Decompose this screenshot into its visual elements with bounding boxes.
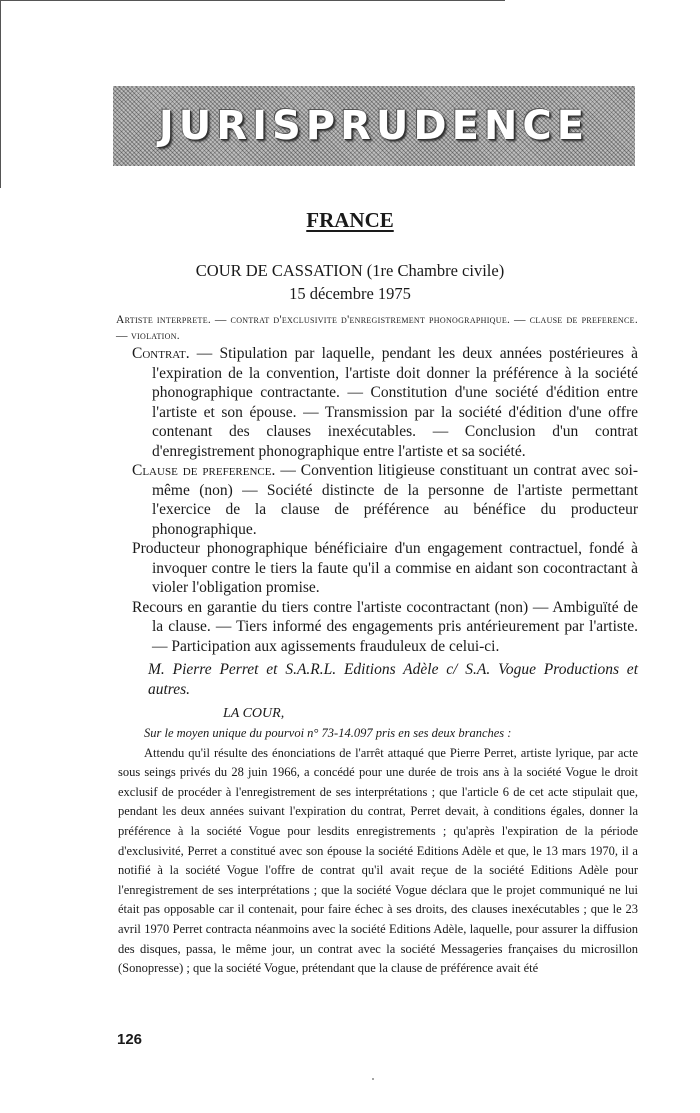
headnote-text: Producteur phonographique bénéficiaire d'un engagement contractuel, fondé à invoquer contre le tiers la faute qu'il a commise en aidant son cocontractant à violer l'obligation promise.	[132, 540, 638, 596]
banner-title: JURISPRUDENCE	[158, 103, 590, 149]
court-name: COUR DE CASSATION (1re Chambre civile)	[195, 261, 505, 280]
case-parties: M. Pierre Perret et S.A.R.L. Editions Adèle c/ S.A. Vogue Productions et autres.	[148, 661, 638, 698]
moyen-heading: Sur le moyen unique du pourvoi n° 73-14.097 pris en ses deux branches :	[144, 726, 512, 740]
headnote-item	[116, 461, 638, 539]
headnote-main: Artiste interprete. — contrat d'exclusivite d'enregistrement phonographique. — clause de preference. — violation.	[116, 314, 638, 342]
country-title: FRANCE	[306, 208, 394, 232]
page-number: 126	[117, 1031, 143, 1048]
scan-speck	[372, 1078, 374, 1080]
la-cour-heading: LA COUR,	[223, 706, 285, 721]
decision-body	[118, 724, 638, 979]
headnote-item	[116, 344, 638, 461]
headnote-item	[116, 598, 638, 657]
headnote-item	[116, 539, 638, 598]
page-left-edge	[0, 0, 1, 188]
headnote-label: Contrat.	[132, 345, 190, 362]
headnote-text: — Convention litigieuse constituant un contrat avec soi-même (non) — Société distincte de la personne de l'artiste permettant l'exercice de la clause de préférence au bénéfice du producteur phonographique.	[152, 462, 638, 538]
country-heading	[0, 208, 700, 233]
headnote-label: Clause de preference.	[132, 462, 276, 479]
decision-date: 15 décembre 1975	[289, 284, 411, 303]
headnote-summary	[116, 312, 638, 699]
decision-paragraph: Attendu qu'il résulte des énonciations de l'arrêt attaqué que Pierre Perret, artiste lyrique, par acte sous seings privés du 28 juin 1966, a concédé pour une durée de trois ans à la société Vogue le droit exclusif de procéder à l'enregistrement de ses interprétations ; que l'article 6 de cet acte stipulait que, pendant les deux années suivant l'expiration du contrat, Perret devait, à conditions égales, donner la préférence à la société Vogue pour lesdits enregistrements ; qu'après l'expiration de la période d'exclusivité, Perret a constitué avec son épouse la société Editions Adèle et que, le 13 mars 1970, il a notifié à la société Vogue l'offre de contrat qu'il avait reçue de la société Editions Adèle pour l'enregistrement de ses interprétations ; que la société Vogue déclara que le projet communiqué ne lui était pas opposable car il contenait, pour faire échec à ses droits, des clauses inexécutables ; que le 23 avril 1970 Perret contracta néanmoins avec la société Editions Adèle, laquelle, pour assurer la diffusion des disques, passa, le même jour, un contrat avec la société Messageries françaises du microsillon (Sonopresse) ; que la société Vogue, prétendant que la clause de préférence avait été	[118, 745, 638, 976]
headnote-text: — Stipulation par laquelle, pendant les deux années postérieures à l'expiration de la convention, l'artiste doit donner la préférence à la société phonographique contractante. — Constitution d'une société d'édition entre l'artiste et son épouse. — Transmission par la société d'édition d'une offre contenant des clauses inexécutables. — Conclusion d'un contrat d'enregistrement phonographique entre l'artiste et sa société.	[152, 345, 638, 460]
headnote-text: Recours en garantie du tiers contre l'artiste cocontractant (non) — Ambiguïté de la clause. — Tiers informé des engagements pris antérieurement par l'artiste. — Participation aux agissements frauduleux de celui-ci.	[132, 598, 638, 655]
section-banner	[113, 86, 635, 166]
page-top-edge	[0, 0, 505, 1]
